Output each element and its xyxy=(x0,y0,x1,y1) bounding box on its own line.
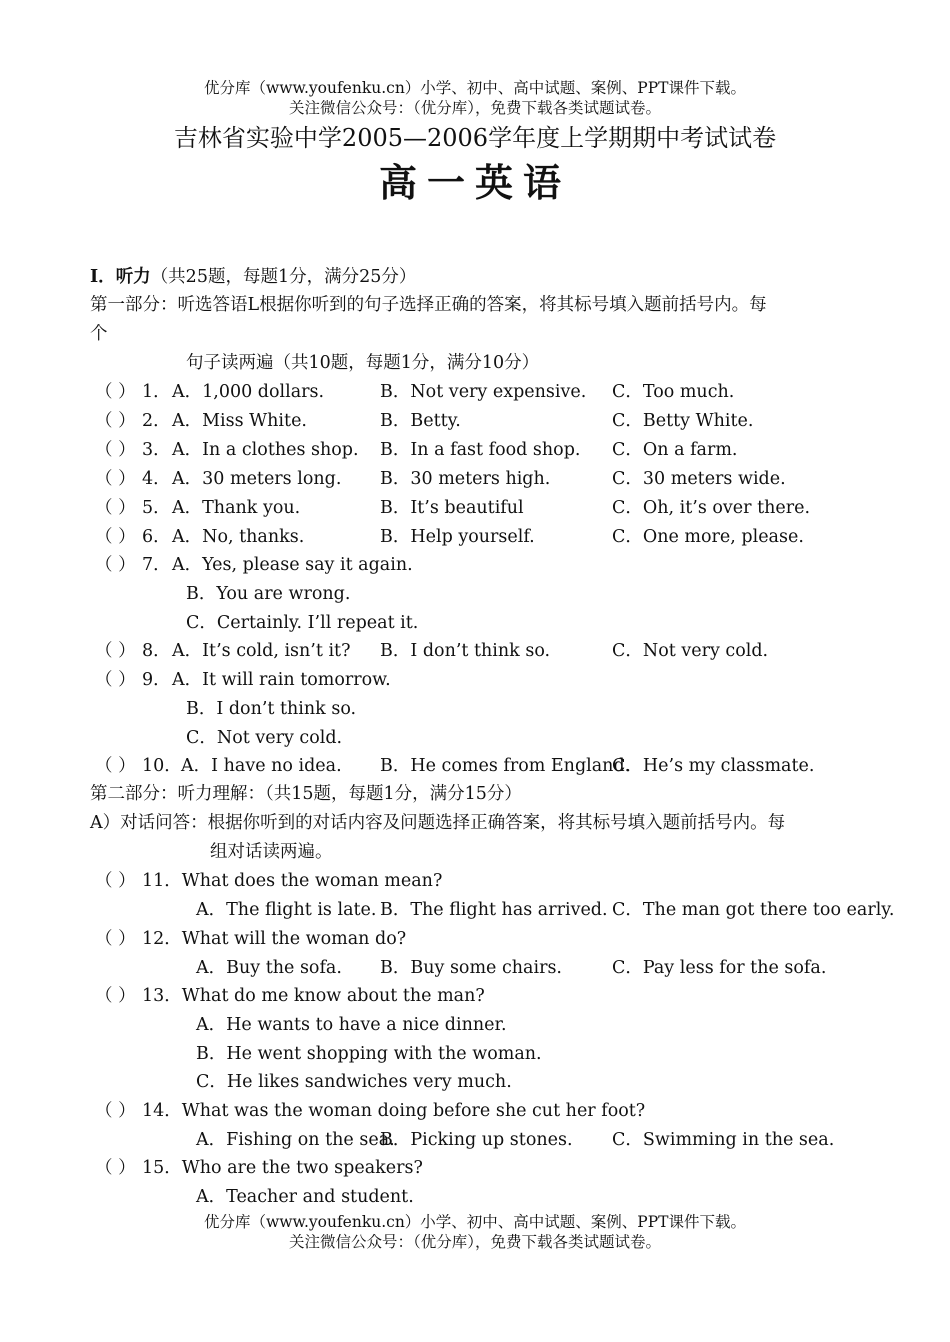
option-b: B．30 meters high. xyxy=(380,469,551,489)
section-heading xyxy=(90,265,416,289)
option-c: C．Certainly. I’ll repeat it. xyxy=(186,613,419,633)
option-b: B．Buy some chairs. xyxy=(380,958,562,978)
answer-bracket[interactable]: （ ） xyxy=(95,1101,136,1121)
question-number: 3． xyxy=(142,440,171,460)
option-a: A．He wants to have a nice dinner. xyxy=(196,1015,507,1035)
option-a: A．Miss White. xyxy=(172,411,307,431)
answer-bracket[interactable]: （ ） xyxy=(95,871,136,891)
question-number: 1． xyxy=(142,382,171,402)
option-a: A．Teacher and student. xyxy=(196,1187,414,1207)
option-a: A．30 meters long. xyxy=(172,469,342,489)
header-line-2: 关注微信公众号：（优分库），免费下载各类试题试卷。 xyxy=(288,99,661,117)
option-c: C．Oh, it’s over there. xyxy=(612,498,811,518)
answer-bracket[interactable]: （ ） xyxy=(95,929,136,949)
option-b: B．He went shopping with the woman. xyxy=(196,1044,542,1064)
answer-bracket[interactable]: （ ） xyxy=(95,670,136,690)
answer-bracket[interactable]: （ ） xyxy=(95,555,136,575)
part1-instructions-line2: 句子读两遍（共10题，每题1分，满分10分） xyxy=(186,353,540,373)
answer-bracket[interactable]: （ ） xyxy=(95,1158,136,1178)
question-stem: 14．What was the woman doing before she cut her foot? xyxy=(142,1101,646,1121)
question-number: 9． xyxy=(142,670,171,690)
option-b: B．Not very expensive. xyxy=(380,382,587,402)
option-c: C．The man got there too early. xyxy=(612,900,895,920)
option-a: A．It’s cold, isn’t it? xyxy=(172,641,351,661)
option-c: C．He likes sandwiches very much. xyxy=(196,1072,512,1092)
option-a: A．It will rain tomorrow. xyxy=(172,670,391,690)
answer-bracket[interactable]: （ ） xyxy=(95,469,136,489)
question-number: 5． xyxy=(142,498,171,518)
part2-title: 第二部分：听力理解：（共15题，每题1分，满分15分） xyxy=(90,784,522,804)
question-number: 2． xyxy=(142,411,171,431)
question-stem: 13．What do me know about the man? xyxy=(142,986,485,1006)
header-line-1: 优分库（www.youfenku.cn）小学、初中、高中试题、案例、PPT课件下载。 xyxy=(203,79,747,97)
answer-bracket[interactable]: （ ） xyxy=(95,986,136,1006)
answer-bracket[interactable]: （ ） xyxy=(95,440,136,460)
option-c: C．Not very cold. xyxy=(612,641,769,661)
question-stem: 11．What does the woman mean? xyxy=(142,871,443,891)
question-number: 7． xyxy=(142,555,171,575)
question-number: 6． xyxy=(142,527,171,547)
question-number: 4． xyxy=(142,469,171,489)
option-a: A．Yes, please say it again. xyxy=(172,555,413,575)
option-a: A．No, thanks. xyxy=(172,527,305,547)
footer-line-2: 关注微信公众号：（优分库），免费下载各类试题试卷。 xyxy=(288,1233,661,1251)
option-b: B．I don’t think so. xyxy=(186,699,357,719)
option-b: B．In a fast food shop. xyxy=(380,440,581,460)
option-c: C．Pay less for the sofa. xyxy=(612,958,827,978)
partA-instructions-line2: 组对话读两遍。 xyxy=(210,842,333,862)
footer-line-1: 优分库（www.youfenku.cn）小学、初中、高中试题、案例、PPT课件下载。 xyxy=(203,1213,747,1231)
option-c: C．Betty White. xyxy=(612,411,754,431)
answer-bracket[interactable]: （ ） xyxy=(95,498,136,518)
option-a: A．Fishing on the sea. xyxy=(196,1130,395,1150)
part1-instructions-line1: 第一部分：听选答语L根据你听到的句子选择正确的答案，将其标号填入题前括号内。每 xyxy=(90,295,767,315)
answer-bracket[interactable]: （ ） xyxy=(95,756,136,776)
option-a: A．The flight is late. xyxy=(196,900,377,920)
section-name: 听力 xyxy=(115,267,151,287)
answer-bracket[interactable]: （ ） xyxy=(95,411,136,431)
question-number: 8． xyxy=(142,641,171,661)
option-b: B．The flight has arrived. xyxy=(380,900,608,920)
section-score: （共25题，每题1分，满分25分） xyxy=(150,267,417,287)
option-c: C．Swimming in the sea. xyxy=(612,1130,835,1150)
question-number: 10． xyxy=(142,756,182,776)
question-stem: 15．Who are the two speakers? xyxy=(142,1158,423,1178)
exam-title: 吉林省实验中学2005—2006学年度上学期期中考试试卷 xyxy=(173,124,777,152)
question-stem: 12．What will the woman do? xyxy=(142,929,407,949)
option-a: A．In a clothes shop. xyxy=(172,440,359,460)
option-c: C．He’s my classmate. xyxy=(612,756,815,776)
option-b: B．It’s beautiful xyxy=(380,498,524,518)
option-b: B．Betty. xyxy=(380,411,461,431)
option-b: B．He comes from England. xyxy=(380,756,631,776)
option-c: C．Not very cold. xyxy=(186,728,343,748)
option-b: B．Picking up stones. xyxy=(380,1130,573,1150)
option-b: B．Help yourself. xyxy=(380,527,535,547)
option-c: C．30 meters wide. xyxy=(612,469,786,489)
option-a: A．Thank you. xyxy=(172,498,301,518)
option-c: C．Too much. xyxy=(612,382,735,402)
option-c: C．One more, please. xyxy=(612,527,804,547)
partA-instructions-line1: A）对话问答：根据你听到的对话内容及问题选择正确答案，将其标号填入题前括号内。每 xyxy=(90,813,786,833)
option-b: B．You are wrong. xyxy=(186,584,351,604)
option-b: B．I don’t think so. xyxy=(380,641,551,661)
answer-bracket[interactable]: （ ） xyxy=(95,527,136,547)
option-c: C．On a farm. xyxy=(612,440,738,460)
answer-bracket[interactable]: （ ） xyxy=(95,641,136,661)
section-number: Ⅰ． xyxy=(90,267,116,287)
option-a: A．Buy the sofa. xyxy=(196,958,342,978)
option-a: A．I have no idea. xyxy=(181,756,342,776)
answer-bracket[interactable]: （ ） xyxy=(95,382,136,402)
option-a: A．1,000 dollars. xyxy=(172,382,325,402)
subject-title: 高一英语 xyxy=(378,160,571,205)
part1-instructions-line1b: 个 xyxy=(90,324,108,344)
